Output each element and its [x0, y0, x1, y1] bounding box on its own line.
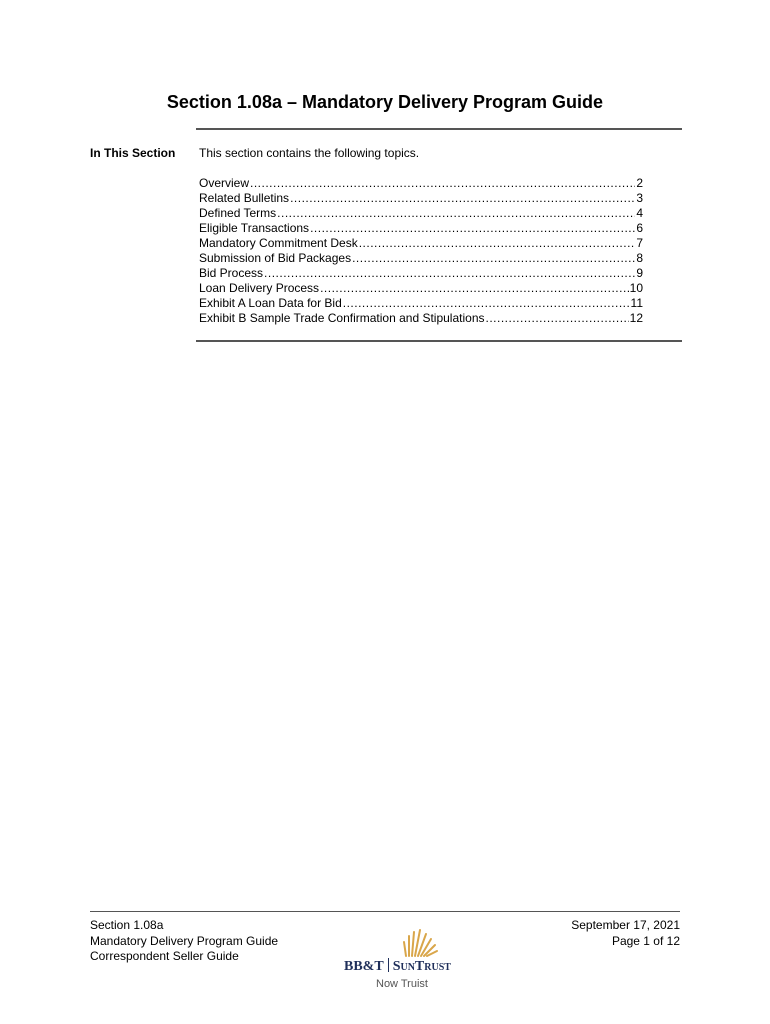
toc-item-title: Defined Terms — [199, 206, 277, 220]
footer-guide-title: Mandatory Delivery Program Guide — [90, 933, 279, 948]
toc-item-submission-of-bid-packages[interactable] — [199, 251, 643, 266]
logo-bbt: BB&T — [344, 959, 384, 974]
toc-leader — [264, 266, 635, 281]
toc-item-page: 9 — [636, 266, 643, 280]
toc-leader — [352, 251, 635, 266]
toc-item-page: 4 — [636, 206, 643, 220]
toc-leader — [343, 296, 630, 311]
table-of-contents — [199, 176, 643, 326]
company-logo — [340, 928, 470, 994]
sunburst-icon — [400, 928, 440, 958]
logo-subtitle: Now Truist — [376, 978, 428, 990]
section-side-label: In This Section — [90, 146, 176, 160]
toc-item-title: Exhibit A Loan Data for Bid — [199, 296, 342, 310]
divider-bottom — [196, 340, 682, 342]
footer-guide-name: Correspondent Seller Guide — [90, 949, 239, 963]
toc-item-page: 11 — [630, 296, 643, 310]
logo-separator — [388, 958, 389, 972]
page-title: Section 1.08a – Mandatory Delivery Program Guide — [166, 92, 604, 112]
toc-item-mandatory-commitment-desk[interactable] — [199, 236, 643, 251]
section-intro: This section contains the following topics. — [199, 146, 420, 160]
toc-item-page: 2 — [636, 176, 643, 190]
footer-page-number: Page 1 of 12 — [611, 933, 680, 948]
divider-top — [196, 128, 682, 130]
logo-wordmark — [344, 958, 451, 975]
toc-leader — [310, 221, 635, 236]
toc-item-page: 8 — [636, 251, 643, 265]
toc-leader — [250, 176, 635, 191]
toc-item-title: Mandatory Commitment Desk — [199, 236, 358, 250]
toc-item-title: Submission of Bid Packages — [199, 251, 352, 265]
toc-leader — [486, 311, 629, 326]
toc-item-page: 3 — [636, 191, 643, 205]
toc-item-defined-terms[interactable] — [199, 206, 643, 221]
toc-item-title: Overview — [199, 176, 250, 190]
toc-item-title: Bid Process — [199, 266, 264, 280]
toc-item-related-bulletins[interactable] — [199, 191, 643, 206]
toc-item-title: Loan Delivery Process — [199, 281, 320, 295]
toc-leader — [290, 191, 635, 206]
toc-leader — [277, 206, 635, 221]
toc-item-bid-process[interactable] — [199, 266, 643, 281]
toc-item-eligible-transactions[interactable] — [199, 221, 643, 236]
footer-left — [90, 918, 278, 965]
toc-item-exhibit-b[interactable] — [199, 311, 643, 326]
toc-item-title: Exhibit B Sample Trade Confirmation and Stipulations — [199, 311, 485, 325]
footer-right — [571, 918, 680, 949]
toc-item-page: 10 — [629, 281, 643, 295]
logo-suntrust: SunTrust — [392, 959, 451, 974]
toc-leader — [320, 281, 629, 296]
toc-item-page: 12 — [629, 311, 643, 325]
footer-section: Section 1.08a — [90, 918, 164, 932]
toc-item-page: 7 — [636, 236, 643, 250]
toc-item-overview[interactable] — [199, 176, 643, 191]
toc-item-page: 6 — [636, 221, 643, 235]
toc-item-title: Eligible Transactions — [199, 221, 310, 235]
toc-item-loan-delivery-process[interactable] — [199, 281, 643, 296]
toc-item-title: Related Bulletins — [199, 191, 290, 205]
toc-leader — [359, 236, 636, 251]
footer-date: September 17, 2021 — [571, 918, 680, 932]
footer-divider — [90, 911, 680, 912]
toc-item-exhibit-a[interactable] — [199, 296, 643, 311]
